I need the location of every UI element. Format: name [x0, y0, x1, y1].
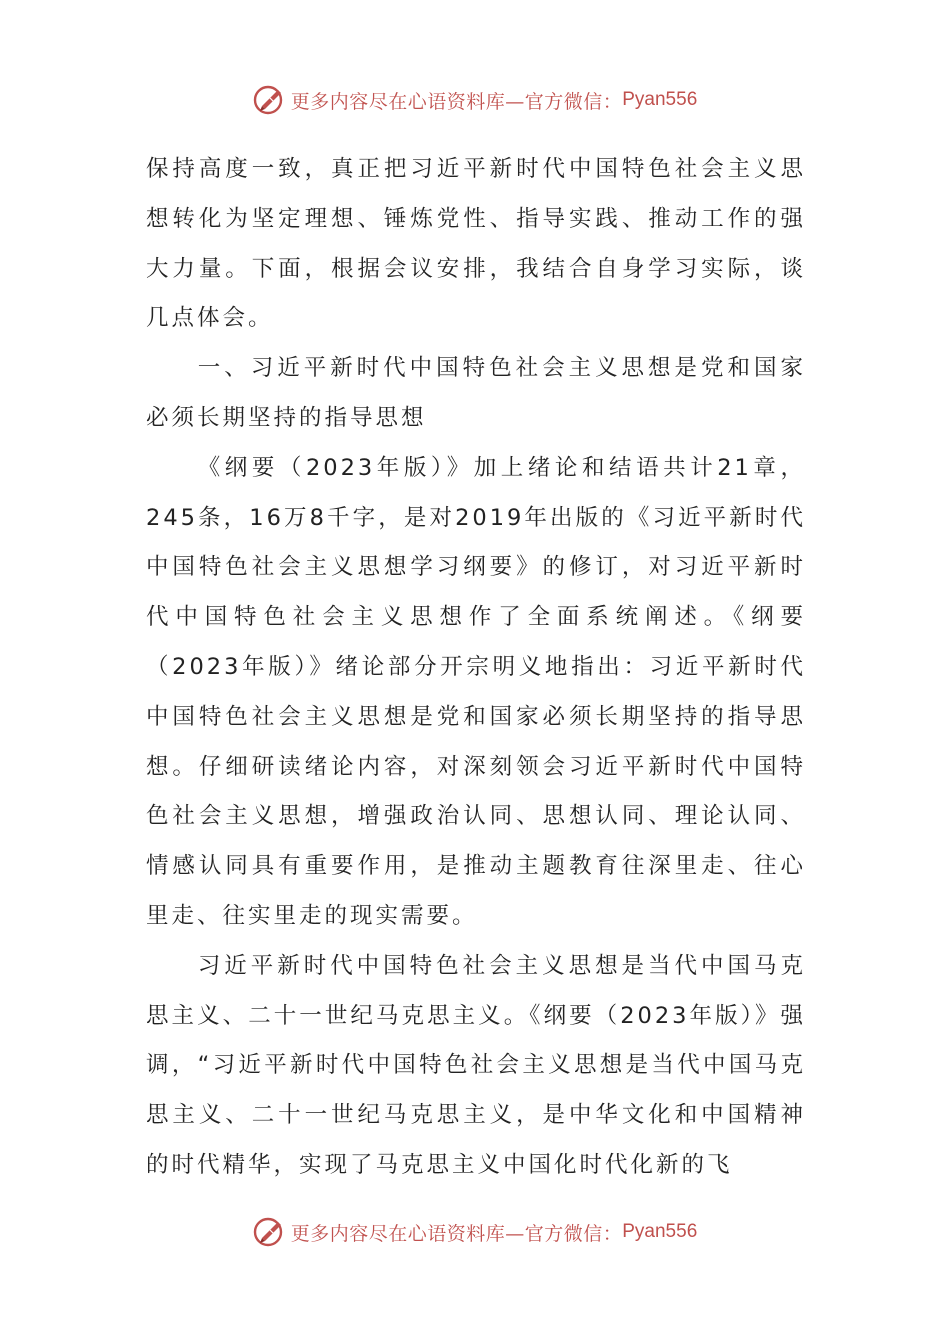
paragraph-3: 习近平新时代中国特色社会主义思想是当代中国马克思主义、二十一世纪马克思主义。《纲要（2023年版）》强调，“习近平新时代中国特色社会主义思想是当代中国马克思主义、二十一世纪马克思主义，是中华文化和中国精神的时代精华，实现了马克思主义中国化时代化新的飞 [146, 952, 806, 1178]
section-heading-1: 一、习近平新时代中国特色社会主义思想是党和国家必须长期坚持的指导思想 [146, 355, 806, 431]
document-body [146, 145, 806, 1191]
header-banner-text: 更多内容尽在心语资料库—官方微信： [290, 90, 623, 113]
footer-banner-text: 更多内容尽在心语资料库—官方微信： [290, 1222, 623, 1245]
footer-banner [0, 1212, 950, 1252]
pen-logo-icon [253, 83, 287, 117]
pen-logo-icon [253, 1215, 287, 1249]
paragraph-1: 保持高度一致，真正把习近平新时代中国特色社会主义思想转化为坚定理想、锤炼党性、指导实践、推动工作的强大力量。下面，根据会议安排，我结合自身学习实际，谈几点体会。 [146, 156, 806, 332]
header-banner [0, 80, 950, 120]
header-banner-wechat-id: Pyan556 [622, 89, 698, 110]
paragraph-2: 《纲要（2023年版）》加上绪论和结语共计21章，245条，16万8千字，是对2019年出版的《习近平新时代中国特色社会主义思想学习纲要》的修订，对习近平新时代中国特色社会主义思想作了全面系统阐述。《纲要（2023年版）》绪论部分开宗明义地指出：习近平新时代中国特色社会主义思想是党和国家必须长期坚持的指导思想。仔细研读绪论内容，对深刻领会习近平新时代中国特色社会主义思想，增强政治认同、思想认同、理论认同、情感认同具有重要作用，是推动主题教育往深里走、往心里走、往实里走的现实需要。 [146, 454, 806, 929]
footer-banner-wechat-id: Pyan556 [622, 1221, 698, 1242]
